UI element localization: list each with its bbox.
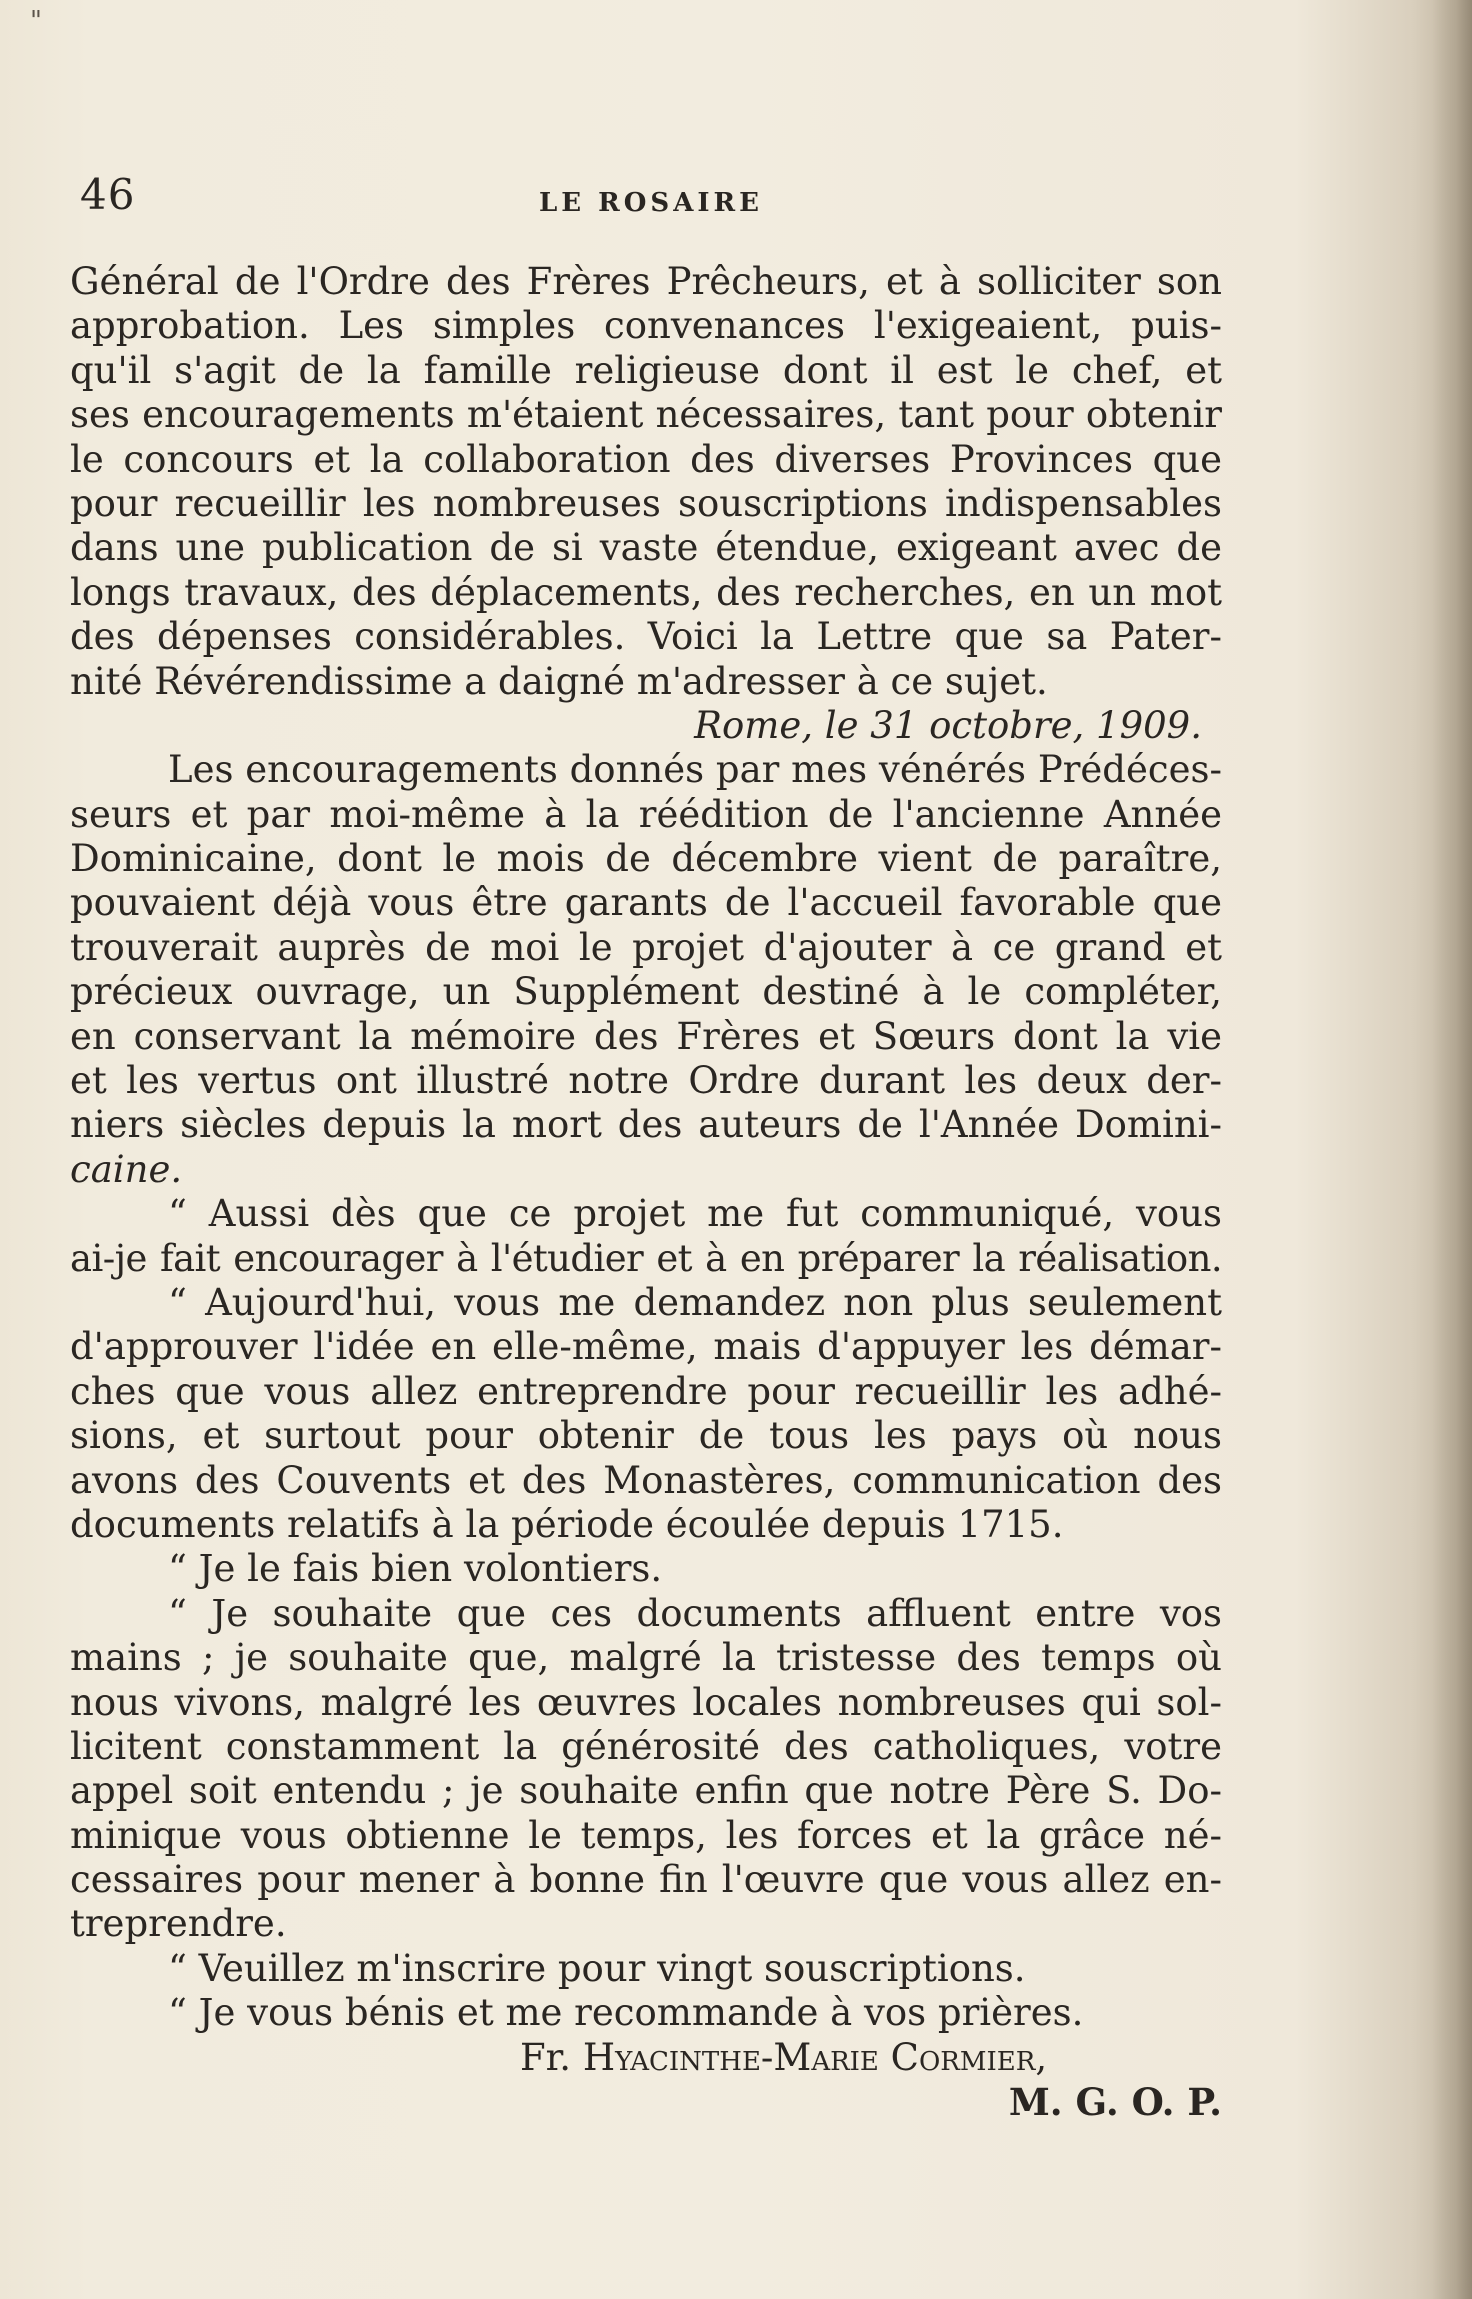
text-line: seurs et par moi-même à la réédition de l'ancienne Année bbox=[70, 792, 1222, 836]
text-line: pour recueillir les nombreuses souscriptions indispensables bbox=[70, 481, 1222, 525]
letter-paragraph-6 bbox=[70, 1947, 1222, 1991]
text-line: trouverait auprès de moi le projet d'ajouter à ce grand et bbox=[70, 925, 1222, 969]
text-line: “ Aussi dès que ce projet me fut communiqué, vous bbox=[168, 1192, 1222, 1236]
letter-paragraph-5 bbox=[70, 1592, 1222, 1947]
text-line: appel soit entendu ; je souhaite enfin que notre Père S. Do- bbox=[70, 1769, 1222, 1813]
letter-paragraph-4 bbox=[70, 1547, 1222, 1591]
text-line: longs travaux, des déplacements, des recherches, en un mot bbox=[70, 570, 1222, 614]
text-line: mains ; je souhaite que, malgré la tristesse des temps où bbox=[70, 1636, 1222, 1680]
text-line: Dominicaine, dont le mois de décembre vient de paraître, bbox=[70, 837, 1222, 881]
signature-name-line bbox=[70, 2036, 1222, 2080]
dateline: Rome, le 31 octobre, 1909. bbox=[694, 703, 1202, 747]
page-body bbox=[70, 260, 1222, 2124]
text-line: nous vivons, malgré les œuvres locales nombreuses qui sol- bbox=[70, 1680, 1222, 1724]
top-mark: " bbox=[30, 6, 42, 36]
text-line: précieux ouvrage, un Supplément destiné à le compléter, bbox=[70, 970, 1222, 1014]
letter-paragraph-3 bbox=[70, 1281, 1222, 1547]
text-line: ches que vous allez entreprendre pour recueillir les adhé- bbox=[70, 1369, 1222, 1413]
signature-prefix: Fr. bbox=[520, 2035, 583, 2079]
text-line: ai-je fait encourager à l'étudier et à en préparer la réalisation. bbox=[70, 1236, 1222, 1280]
text-line: “ Veuillez m'inscrire pour vingt souscriptions. bbox=[168, 1946, 1026, 1990]
signature-name: Hyacinthe-Marie Cormier, bbox=[582, 2035, 1048, 2079]
signature-block bbox=[70, 2036, 1222, 2125]
intro-paragraph bbox=[70, 260, 1222, 704]
text-line: “ Je le fais bien volontiers. bbox=[168, 1547, 663, 1591]
text-line: cessaires pour mener à bonne fin l'œuvre que vous allez en- bbox=[70, 1858, 1222, 1902]
text-line: licitent constamment la générosité des catholiques, votre bbox=[70, 1724, 1222, 1768]
letter-paragraph-7 bbox=[70, 1991, 1222, 2035]
text-line: approbation. Les simples convenances l'exigeaient, puis- bbox=[70, 304, 1222, 348]
text-line: avons des Couvents et des Monastères, communication des bbox=[70, 1458, 1222, 1502]
text-line: Les encouragements donnés par mes vénérés Prédéces- bbox=[168, 748, 1222, 792]
text-line: “ Je souhaite que ces documents affluent entre vos bbox=[168, 1591, 1222, 1635]
text-line: “ Aujourd'hui, vous me demandez non plus seulement bbox=[168, 1280, 1222, 1324]
text-line: qu'il s'agit de la famille religieuse dont il est le chef, et bbox=[70, 348, 1222, 392]
page-header bbox=[80, 170, 1222, 230]
text-line: nité Révérendissime a daigné m'adresser à ce sujet. bbox=[70, 659, 1048, 703]
text-line: niers siècles depuis la mort des auteurs de l'Année Domini- bbox=[70, 1103, 1222, 1147]
letter-paragraph-1 bbox=[70, 748, 1222, 1192]
page-number: 46 bbox=[80, 170, 136, 219]
text-line: pouvaient déjà vous être garants de l'accueil favorable que bbox=[70, 881, 1222, 925]
text-line: Général de l'Ordre des Frères Prêcheurs, et à solliciter son bbox=[70, 260, 1222, 303]
signature-title: M. G. O. P. bbox=[1008, 2080, 1222, 2125]
text-line: le concours et la collaboration des diverses Provinces que bbox=[70, 437, 1222, 481]
letter-paragraph-2 bbox=[70, 1192, 1222, 1281]
text-line: et les vertus ont illustré notre Ordre durant les deux der- bbox=[70, 1059, 1222, 1103]
text-line: minique vous obtienne le temps, les forces et la grâce né- bbox=[70, 1813, 1222, 1857]
text-line: dans une publication de si vaste étendue, exigeant avec de bbox=[70, 526, 1222, 570]
text-line: “ Je vous bénis et me recommande à vos prières. bbox=[168, 1991, 1084, 2035]
text-line: d'approuver l'idée en elle-même, mais d'appuyer les démar- bbox=[70, 1325, 1222, 1369]
running-title: LE ROSAIRE bbox=[539, 188, 763, 218]
text-line: ses encouragements m'étaient nécessaires, tant pour obtenir bbox=[70, 393, 1222, 437]
text-line: sions, et surtout pour obtenir de tous les pays où nous bbox=[70, 1414, 1222, 1458]
text-line: documents relatifs à la période écoulée depuis 1715. bbox=[70, 1502, 1064, 1546]
text-line: caine. bbox=[70, 1147, 183, 1191]
text-line: en conservant la mémoire des Frères et Sœurs dont la vie bbox=[70, 1014, 1222, 1058]
text-line: des dépenses considérables. Voici la Lettre que sa Pater- bbox=[70, 615, 1222, 659]
text-line: treprendre. bbox=[70, 1902, 287, 1946]
page-edge-shadow bbox=[1432, 0, 1472, 2299]
